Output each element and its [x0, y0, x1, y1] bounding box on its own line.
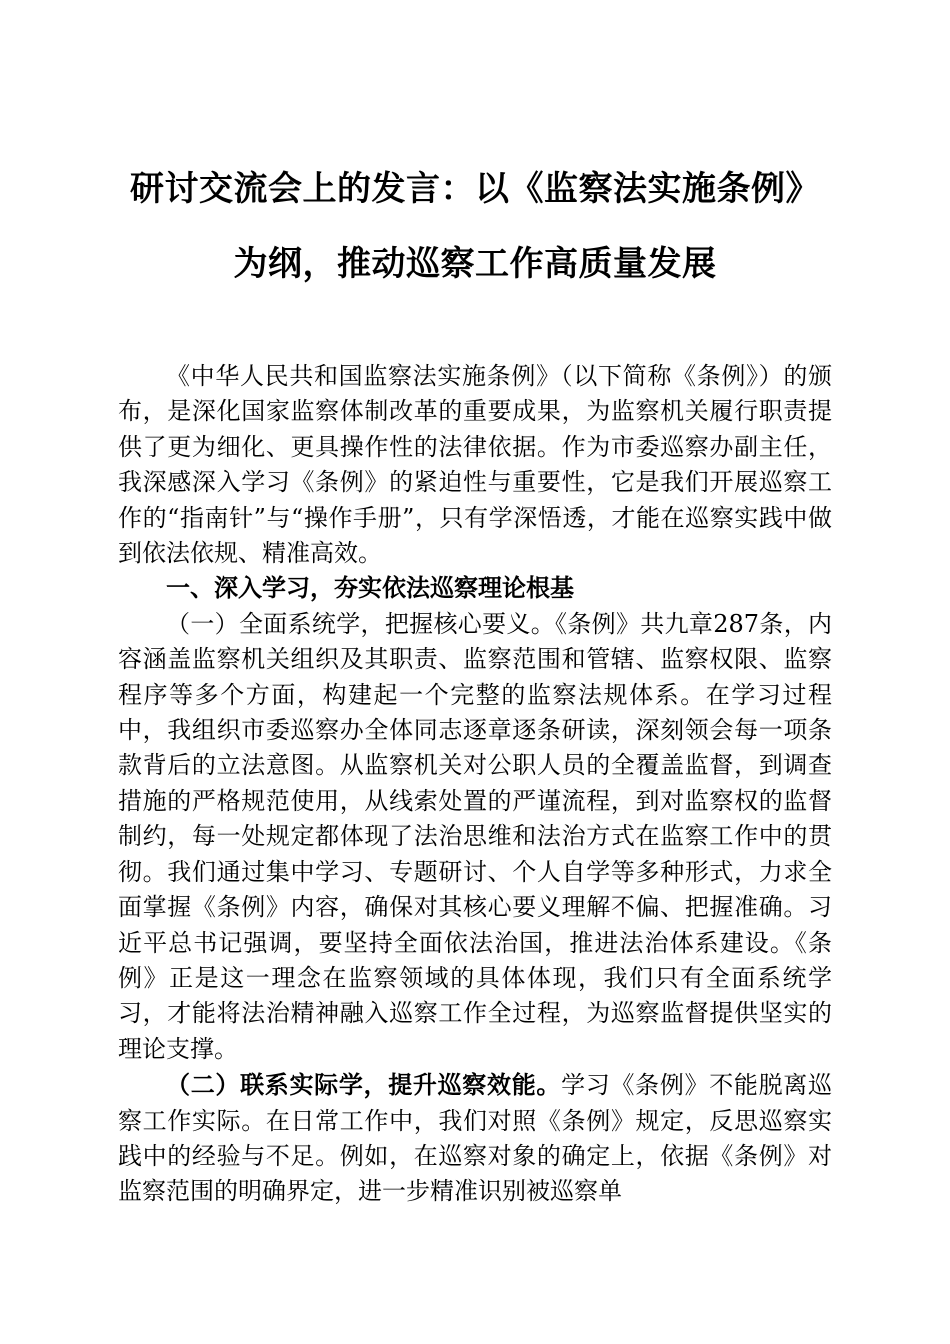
subsection-2-paragraph: [118, 1067, 832, 1210]
subsection-1-text: 《条例》共九章287条，内容涵盖监察机关组织及其职责、监察范围和管辖、监察权限、监察程序等多个方面，构建起一个完整的监察法规体系。在学习过程中，我组织市委巡察办全体同志逐章逐条研读，深刻领会每一项条款背后的立法意图。从监察机关对公职人员的全覆盖监督，到调查措施的严格规范使用，从线索处置的严谨流程，到对监察权的监督制约，每一处规定都体现了法治思维和法治方式在监察工作中的贯彻。我们通过集中学习、专题研讨、个人自学等多种形式，力求全面掌握《条例》内容，确保对其核心要义理解不偏、把握准确。习近平总书记强调，要坚持全面依法治国，推进法治体系建设。《条例》正是这一理念在监察领域的具体体现，我们只有全面系统学习，才能将法治精神融入巡察工作全过程，为巡察监督提供坚实的理论支撑。: [118, 609, 833, 1063]
document-page: [118, 0, 832, 1344]
document-body: [118, 359, 832, 1210]
document-title-line-2: 为纲，推动巡察工作高质量发展: [233, 244, 717, 284]
subsection-2-text: 学习《条例》不能脱离巡察工作实际。在日常工作中，我们对照《条例》规定，反思巡察实践中的经验与不足。例如，在巡察对象的确定上，依据《条例》对监察范围的明确界定，进一步精准识别被巡察单: [118, 1071, 833, 1206]
section-1-heading: 一、深入学习，夯实依法巡察理论根基: [166, 574, 574, 603]
subsection-1-lead: （一）全面系统学，把握核心要义。: [166, 609, 556, 638]
subsection-1-paragraph: [118, 607, 832, 1067]
subsection-2-lead: （二）联系实际学，提升巡察效能。: [166, 1070, 562, 1100]
document-title-line-1: 研讨交流会上的发言：以《监察法实施条例》: [130, 169, 820, 209]
intro-paragraph: 《中华人民共和国监察法实施条例》（以下简称《条例》）的颁布，是深化国家监察体制改革的重要成果，为监察机关履行职责提供了更为细化、更具操作性的法律依据。作为市委巡察办副主任，我深感深入学习《条例》的紧迫性与重要性，它是我们开展巡察工作的“指南针”与“操作手册”，只有学深悟透，才能在巡察实践中做到依法依规、精准高效。: [118, 362, 832, 568]
